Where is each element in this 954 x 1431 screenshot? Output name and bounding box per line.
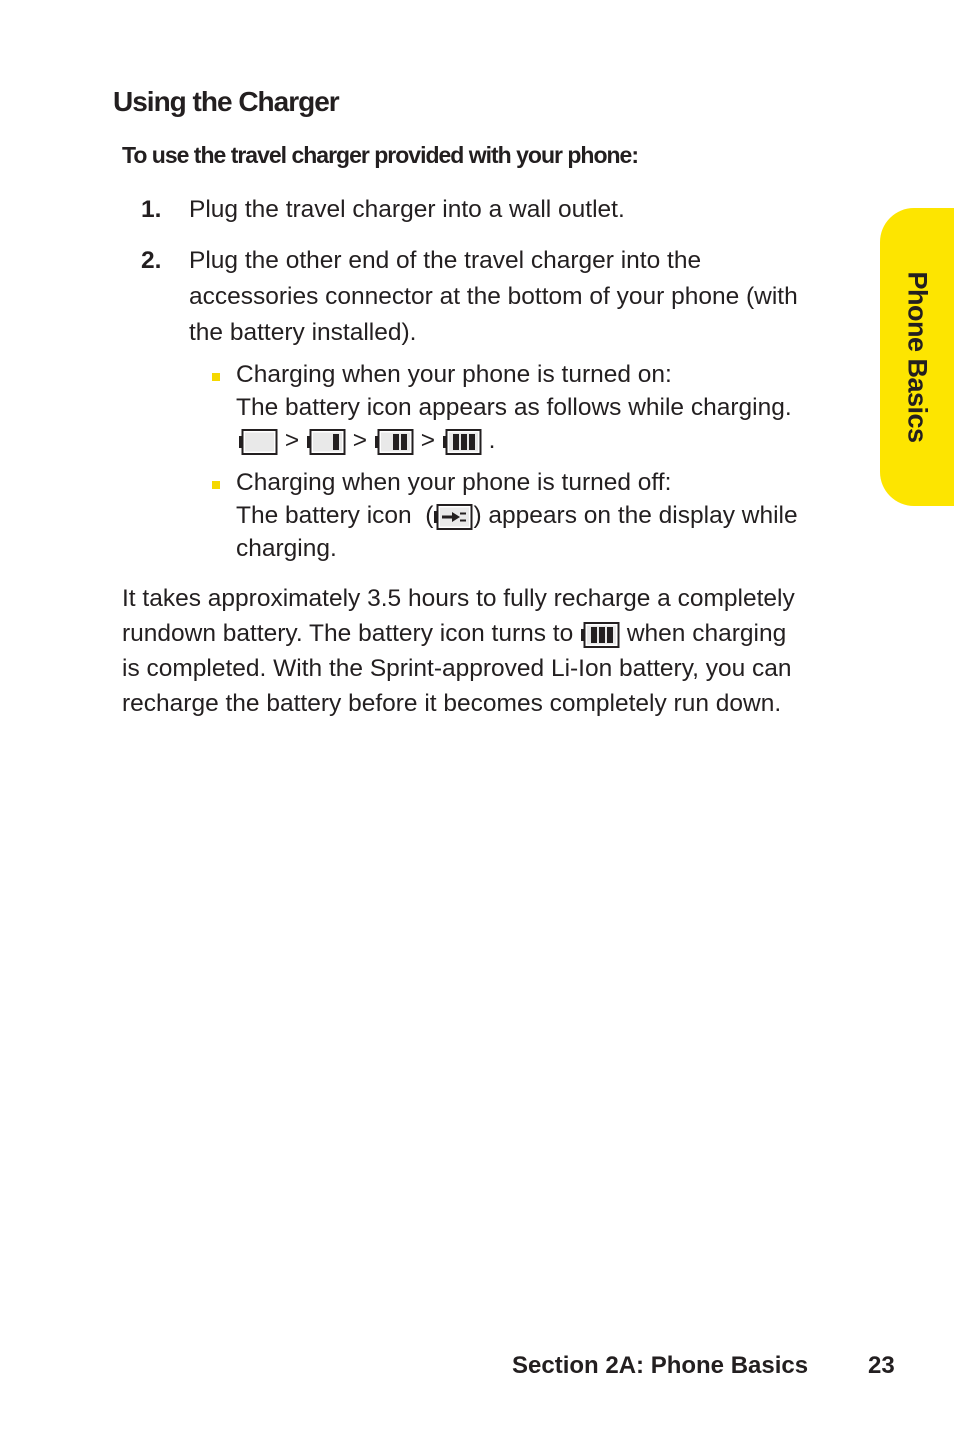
bullet-marker (212, 481, 220, 489)
paragraph-line-4: recharge the battery before it becomes completely run down. (122, 690, 782, 717)
page-number: 23 (868, 1352, 895, 1379)
bullet-2-text-after: ) appears on the display while (473, 502, 798, 529)
step-2-line-3: the battery installed). (189, 319, 417, 346)
battery-one-bar-icon (306, 427, 346, 457)
sequence-separator: > (284, 427, 300, 454)
battery-empty-icon (238, 427, 278, 457)
section-title: Using the Charger (113, 86, 339, 117)
bullet-marker (212, 373, 220, 381)
paragraph-line-2-before: rundown battery. The battery icon turns to (122, 620, 574, 647)
bullet-2-text (236, 498, 798, 534)
paragraph-line-2 (122, 616, 786, 652)
paragraph-line-2-after: when charging (626, 620, 787, 647)
bullet-2-text-before: The battery icon ( (236, 502, 434, 529)
footer-section-label: Section 2A: Phone Basics (512, 1352, 809, 1379)
step-1-number: 1. (141, 196, 162, 223)
paragraph-line-1: It takes approximately 3.5 hours to fully recharge a completely (122, 585, 795, 612)
battery-charging-plug-icon (433, 502, 473, 532)
step-2-number: 2. (141, 247, 162, 274)
step-2-line-2: accessories connector at the bottom of your phone (with (189, 283, 798, 310)
battery-sequence (238, 423, 495, 459)
sequence-separator: > (352, 427, 368, 454)
bullet-2-title: Charging when your phone is turned off: (236, 469, 672, 496)
battery-full-icon (580, 620, 620, 650)
side-tab (880, 208, 954, 506)
procedure-intro: To use the travel charger provided with your phone: (122, 142, 638, 168)
battery-two-bars-icon (374, 427, 414, 457)
sequence-separator: > (420, 427, 435, 454)
bullet-2-text-end: charging. (236, 535, 337, 562)
side-tab-label: Phone Basics (902, 271, 933, 443)
paragraph-line-3: is completed. With the Sprint-approved Li-Ion battery, you can (122, 655, 792, 682)
step-1-text: Plug the travel charger into a wall outlet. (189, 196, 625, 223)
battery-full-icon (442, 427, 482, 457)
step-2-line-1: Plug the other end of the travel charger into the (189, 247, 702, 274)
bullet-1-text: The battery icon appears as follows while charging. (236, 394, 792, 421)
sequence-end: . (488, 427, 496, 454)
bullet-1-title: Charging when your phone is turned on: (236, 361, 672, 388)
